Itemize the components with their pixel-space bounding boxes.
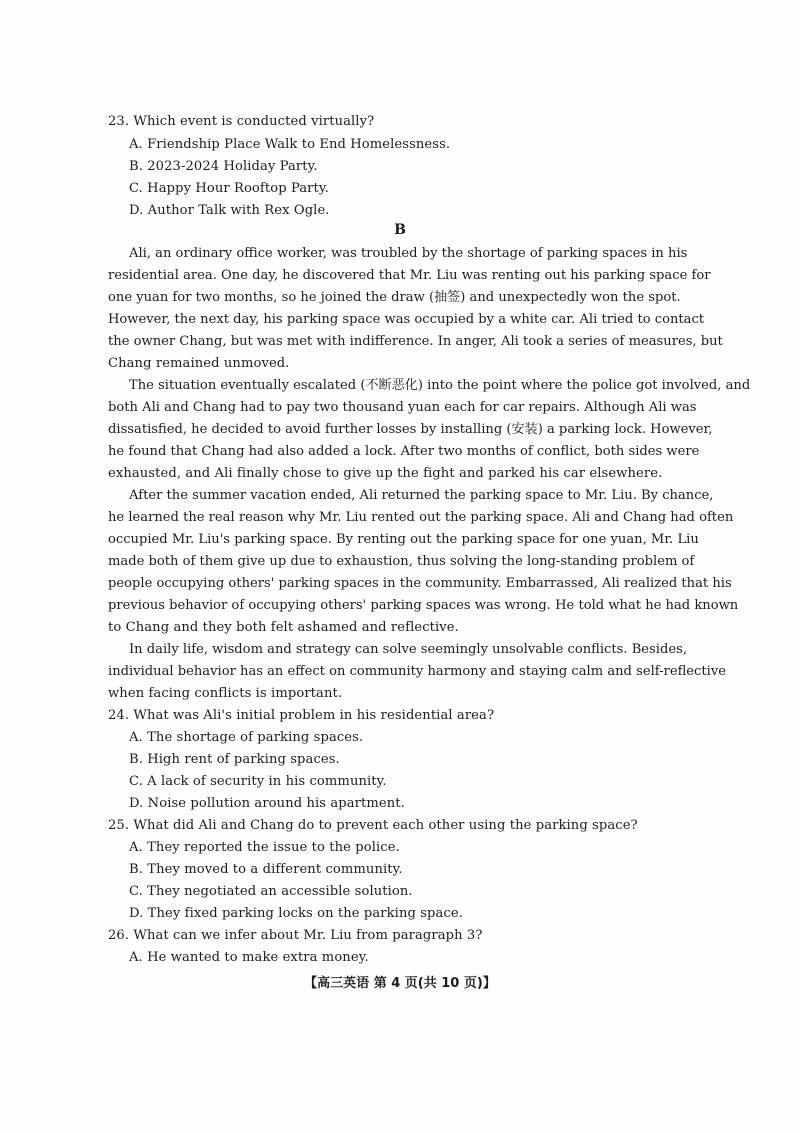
passage-line: dissatisfied, he decided to avoid further losses by installing (安装) a parking lock. However, [108,422,713,437]
passage-line: when facing conflicts is important. [108,686,343,701]
section-b-title: B [394,222,406,238]
question-24-option-a: A. The shortage of parking spaces. [129,730,364,745]
passage-line: occupied Mr. Liu's parking space. By renting out the parking space for one yuan, Mr. Liu [108,532,699,547]
question-25-stem: 25. What did Ali and Chang do to prevent each other using the parking space? [108,818,638,833]
passage-line: individual behavior has an effect on community harmony and staying calm and self-reflective [108,664,726,679]
passage-line: he found that Chang had also added a lock. After two months of conflict, both sides were [108,444,700,459]
passage-line: residential area. One day, he discovered that Mr. Liu was renting out his parking space for [108,268,711,283]
passage-line: the owner Chang, but was met with indifference. In anger, Ali took a series of measures, but [108,334,723,349]
passage-line: The situation eventually escalated (不断恶化) into the point where the police got involved, and [129,378,751,393]
question-23-option-b: B. 2023-2024 Holiday Party. [129,159,318,174]
question-25-option-d: D. They fixed parking locks on the parking space. [129,906,463,921]
question-23-option-a: A. Friendship Place Walk to End Homelessness. [129,137,451,152]
question-23-option-c: C. Happy Hour Rooftop Party. [129,181,329,196]
question-23-option-d: D. Author Talk with Rex Ogle. [129,203,330,218]
question-25-option-a: A. They reported the issue to the police. [129,840,400,855]
passage-line: Ali, an ordinary office worker, was troubled by the shortage of parking spaces in his [129,246,688,261]
passage-line: one yuan for two months, so he joined the draw (抽签) and unexpectedly won the spot. [108,290,681,305]
passage-line: people occupying others' parking spaces in the community. Embarrassed, Ali realized that his [108,576,732,591]
question-23-stem: 23. Which event is conducted virtually? [108,114,375,129]
passage-line: previous behavior of occupying others' parking spaces was wrong. He told what he had known [108,598,739,613]
passage-line: However, the next day, his parking space was occupied by a white car. Ali tried to contact [108,312,705,327]
passage-line: both Ali and Chang had to pay two thousand yuan each for car repairs. Although Ali was [108,400,697,415]
page-footer: 【高三英语 第 4 页(共 10 页)】 [304,976,496,991]
question-25-option-c: C. They negotiated an accessible solution. [129,884,413,899]
passage-line: he learned the real reason why Mr. Liu rented out the parking space. Ali and Chang had often [108,510,734,525]
passage-line: After the summer vacation ended, Ali returned the parking space to Mr. Liu. By chance, [129,488,714,503]
passage-line: to Chang and they both felt ashamed and reflective. [108,620,459,635]
question-24-option-d: D. Noise pollution around his apartment. [129,796,405,811]
question-26-stem: 26. What can we infer about Mr. Liu from paragraph 3? [108,928,483,943]
question-24-option-c: C. A lack of security in his community. [129,774,387,789]
passage-line: Chang remained unmoved. [108,356,290,371]
passage-line: exhausted, and Ali finally chose to give up the fight and parked his car elsewhere. [108,466,663,481]
passage-line: made both of them give up due to exhaustion, thus solving the long-standing problem of [108,554,695,569]
question-26-option-a: A. He wanted to make extra money. [129,950,369,965]
question-25-option-b: B. They moved to a different community. [129,862,403,877]
question-24-option-b: B. High rent of parking spaces. [129,752,340,767]
passage-line: In daily life, wisdom and strategy can solve seemingly unsolvable conflicts. Besides, [129,642,687,657]
question-24-stem: 24. What was Ali's initial problem in his residential area? [108,708,495,723]
